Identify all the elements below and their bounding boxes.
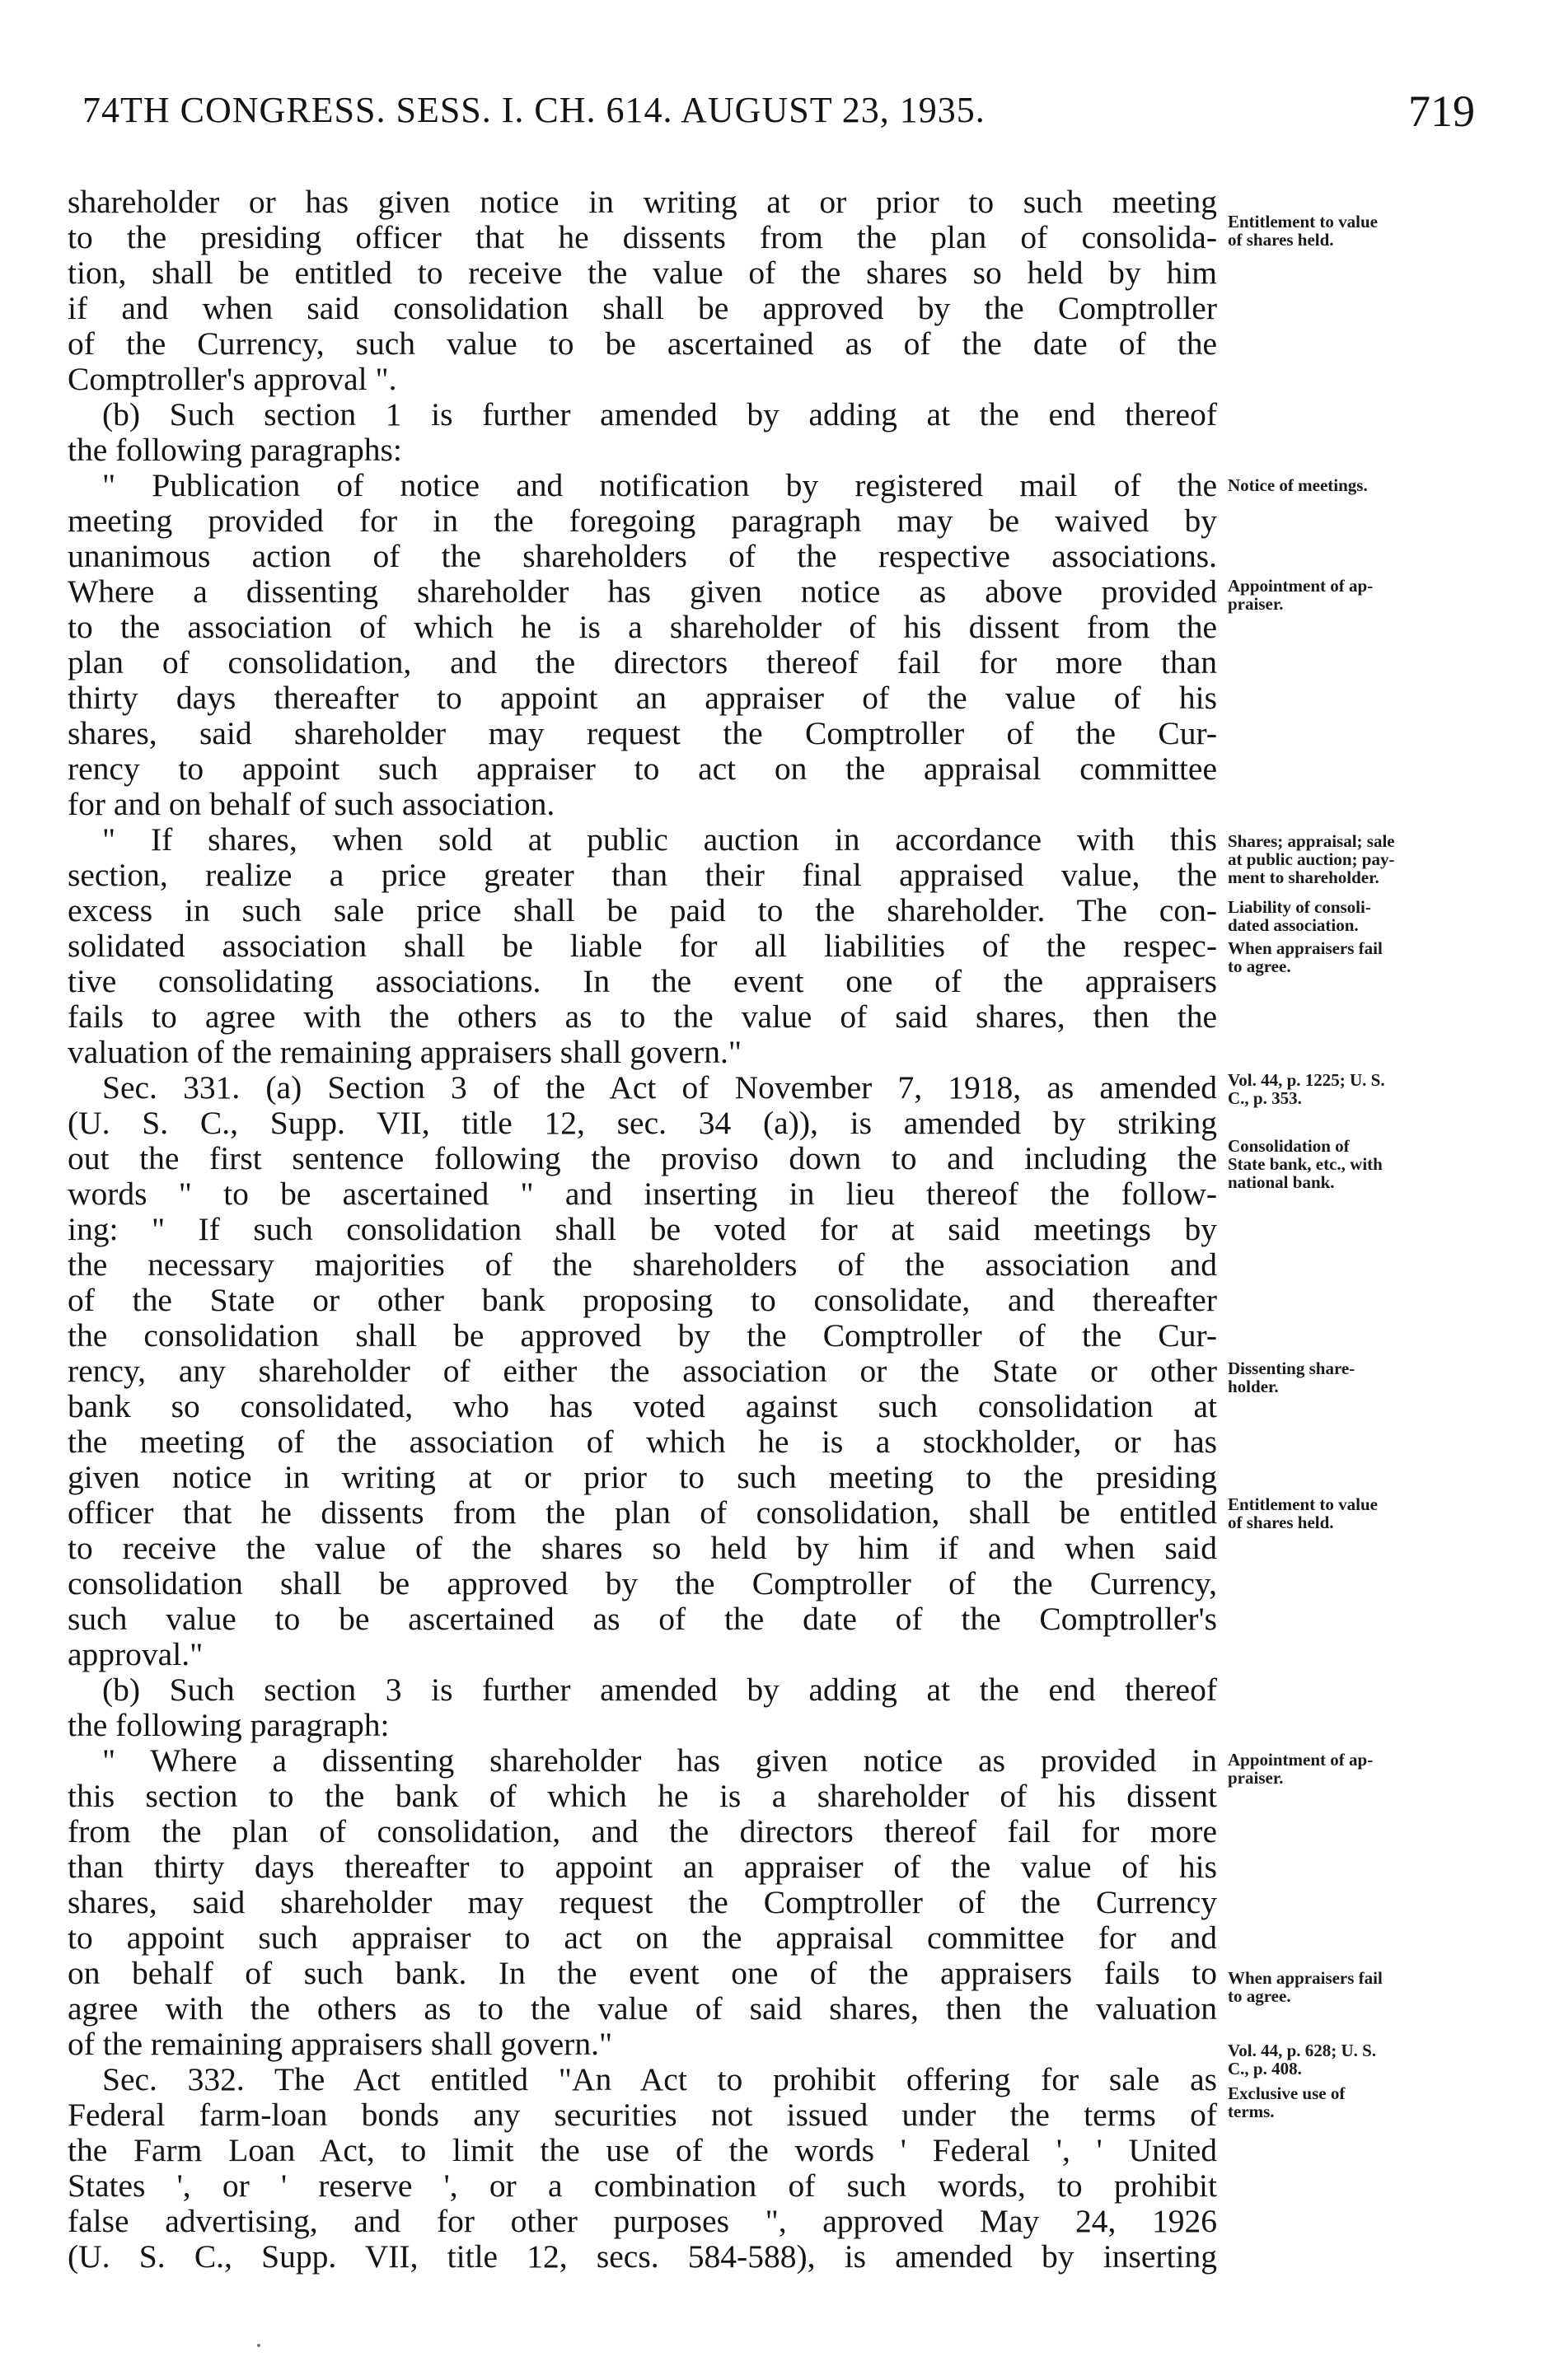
text-line: from the plan of consolidation, and the directors thereof fail for more	[68, 1814, 1217, 1849]
text-line: the consolidation shall be approved by the Comptroller of the Cur-	[68, 1318, 1217, 1354]
margin-note: Vol. 44, p. 1225; U. S. C., p. 353.	[1228, 1070, 1385, 1108]
text-line: solidated association shall be liable for all liabilities of the respec-	[68, 928, 1217, 964]
text-line: to receive the value of the shares so held by him if and when said	[68, 1531, 1217, 1566]
text-line: Comptroller's approval ".	[68, 362, 397, 397]
text-line: (U. S. C., Supp. VII, title 12, secs. 584-588), is amended by inserting	[68, 2239, 1217, 2275]
text-line: rency, any shareholder of either the association or the State or other	[68, 1354, 1217, 1389]
text-line: for and on behalf of such association.	[68, 787, 555, 822]
text-line: to appoint such appraiser to act on the appraisal committee for and	[68, 1920, 1217, 1956]
text-line: " If shares, when sold at public auction in accordance with this	[102, 822, 1217, 858]
text-line: of the Currency, such value to be ascertained as of the date of the	[68, 326, 1217, 362]
text-line: the following paragraphs:	[68, 433, 402, 468]
text-line: Federal farm-loan bonds any securities not issued under the terms of	[68, 2097, 1217, 2133]
text-line: such value to be ascertained as of the date of the Comptroller's	[68, 1601, 1217, 1637]
text-line: out the first sentence following the proviso down to and including the	[68, 1141, 1217, 1176]
text-line: bank so consolidated, who has voted against such consolidation at	[68, 1389, 1217, 1424]
text-line: if and when said consolidation shall be approved by the Comptroller	[68, 291, 1217, 326]
text-line: of the State or other bank proposing to consolidate, and thereafter	[68, 1283, 1217, 1318]
text-line: States ', or ' reserve ', or a combination of such words, to prohibit	[68, 2168, 1217, 2204]
text-line: words " to be ascertained " and inserting in lieu thereof the follow-	[68, 1176, 1217, 1212]
text-line: Where a dissenting shareholder has given notice as above provided	[68, 574, 1217, 610]
text-line: shareholder or has given notice in writing at or prior to such meeting	[68, 185, 1217, 220]
text-line: tion, shall be entitled to receive the value of the shares so held by him	[68, 255, 1217, 291]
margin-note: Consolidation of State bank, etc., with national bank.	[1228, 1136, 1383, 1192]
text-line: thirty days thereafter to appoint an appraiser of the value of his	[68, 680, 1217, 716]
text-line: given notice in writing at or prior to such meeting to the presiding	[68, 1460, 1217, 1495]
section-line: Sec. 332. The Act entitled "An Act to prohibit offering for sale as	[102, 2062, 1217, 2097]
text-line: valuation of the remaining appraisers shall govern."	[68, 1035, 742, 1070]
margin-note: Liability of consoli- dated association.	[1228, 897, 1371, 935]
page-number: 719	[1408, 87, 1475, 136]
page-header	[82, 89, 1475, 147]
margin-note: Entitlement to value of shares held.	[1228, 1494, 1378, 1532]
text-line: shares, said shareholder may request the Comptroller of the Currency	[68, 1885, 1217, 1920]
text-line: " Where a dissenting shareholder has given notice as provided in	[102, 1743, 1217, 1779]
print-speck	[257, 2344, 260, 2347]
text-line: plan of consolidation, and the directors thereof fail for more than	[68, 645, 1217, 680]
text-line: on behalf of such bank. In the event one of the appraisers fails to	[68, 1956, 1217, 1991]
text-line: unanimous action of the shareholders of the respective associations.	[68, 539, 1217, 574]
margin-note: Entitlement to value of shares held.	[1228, 212, 1378, 250]
text-line: (U. S. C., Supp. VII, title 12, sec. 34 (a)), is amended by striking	[68, 1106, 1217, 1141]
text-line: (b) Such section 3 is further amended by adding at the end thereof	[102, 1672, 1217, 1708]
text-line: fails to agree with the others as to the value of said shares, then the	[68, 999, 1217, 1035]
statute-body	[68, 185, 1217, 2275]
text-line: this section to the bank of which he is a shareholder of his dissent	[68, 1779, 1217, 1814]
text-line: agree with the others as to the value of said shares, then the valuation	[68, 1991, 1217, 2027]
text-line: excess in such sale price shall be paid to the shareholder. The con-	[68, 893, 1217, 928]
text-line: (b) Such section 1 is further amended by adding at the end thereof	[102, 397, 1217, 433]
margin-note: Appointment of ap- praiser.	[1228, 1750, 1374, 1788]
margin-note: When appraisers fail to agree.	[1228, 938, 1383, 976]
margin-note: When appraisers fail to agree.	[1228, 1968, 1383, 2006]
text-line: " Publication of notice and notification by registered mail of the	[102, 468, 1217, 503]
text-line: to the presiding officer that he dissents from the plan of consolida-	[68, 220, 1217, 255]
margin-note: Dissenting share- holder.	[1228, 1358, 1355, 1396]
margin-note: Appointment of ap- praiser.	[1228, 576, 1374, 614]
section-line: Sec. 331. (a) Section 3 of the Act of November 7, 1918, as amended	[102, 1070, 1217, 1106]
text-line: officer that he dissents from the plan of consolidation, shall be entitled	[68, 1495, 1217, 1531]
text-line: meeting provided for in the foregoing paragraph may be waived by	[68, 503, 1217, 539]
text-line: approval."	[68, 1637, 204, 1672]
text-line: than thirty days thereafter to appoint an appraiser of the value of his	[68, 1849, 1217, 1885]
margin-note: Exclusive use of terms.	[1228, 2083, 1346, 2121]
running-head: 74TH CONGRESS. SESS. I. CH. 614. AUGUST 23, 1935.	[82, 90, 986, 130]
text-line: the meeting of the association of which he is a stockholder, or has	[68, 1424, 1217, 1460]
text-line: the following paragraph:	[68, 1708, 390, 1743]
text-line: of the remaining appraisers shall govern."	[68, 2027, 613, 2062]
margin-note: Notice of meetings.	[1228, 475, 1368, 495]
text-line: to the association of which he is a shareholder of his dissent from the	[68, 610, 1217, 645]
text-line: consolidation shall be approved by the Comptroller of the Currency,	[68, 1566, 1217, 1601]
text-line: the necessary majorities of the shareholders of the association and	[68, 1247, 1217, 1283]
text-line: section, realize a price greater than their final appraised value, the	[68, 858, 1217, 893]
text-line: the Farm Loan Act, to limit the use of the words ' Federal ', ' United	[68, 2133, 1217, 2168]
text-line: rency to appoint such appraiser to act on the appraisal committee	[68, 751, 1217, 787]
text-line: shares, said shareholder may request the Comptroller of the Cur-	[68, 716, 1217, 751]
margin-note: Shares; appraisal; sale at public auction; pay- ment to shareholder.	[1228, 831, 1395, 887]
text-line: ing: " If such consolidation shall be voted for at said meetings by	[68, 1212, 1217, 1247]
text-line: tive consolidating associations. In the event one of the appraisers	[68, 964, 1217, 999]
text-line: false advertising, and for other purposes ", approved May 24, 1926	[68, 2204, 1217, 2239]
margin-note: Vol. 44, p. 628; U. S. C., p. 408.	[1228, 2041, 1377, 2078]
